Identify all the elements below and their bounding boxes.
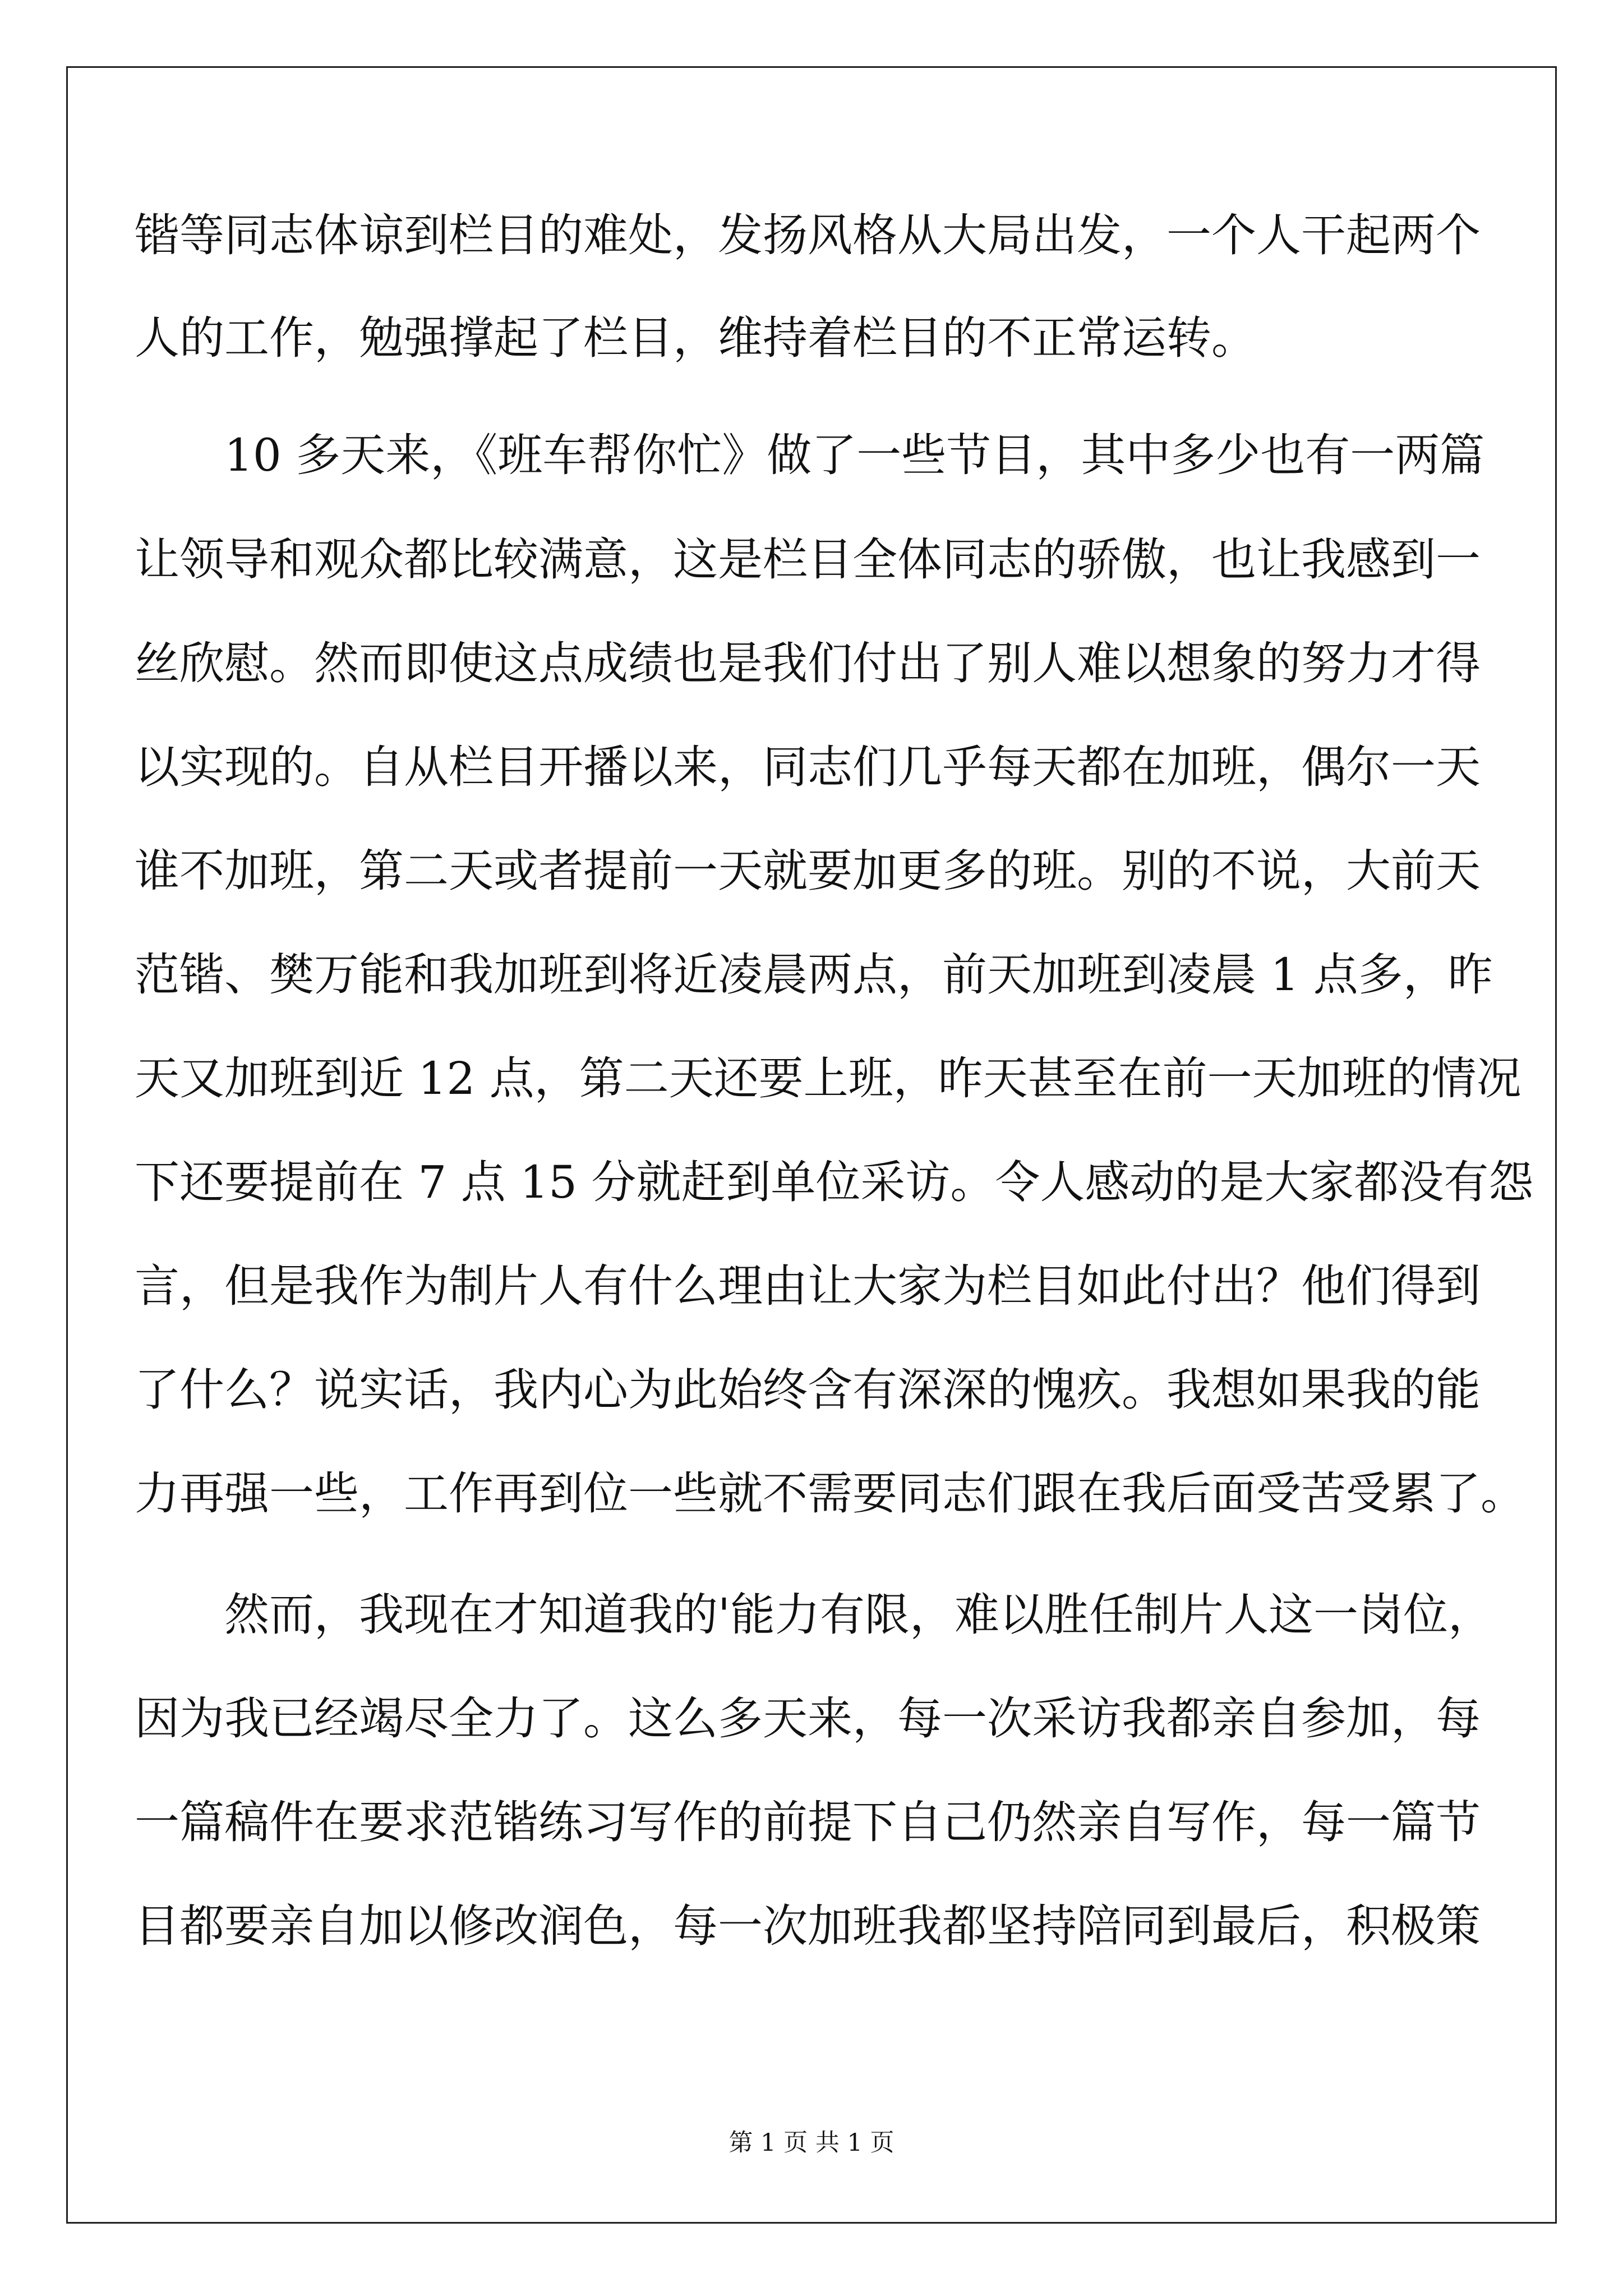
text-line: 一篇稿件在要求范锴练习写作的前提下自己仍然亲自写作，每一篇节 — [135, 1796, 1481, 1848]
text-line: 力再强一些，工作再到位一些就不需要同志们跟在我后面受苦受累了。 — [135, 1467, 1525, 1520]
text-line: 目都要亲自加以修改润色，每一次加班我都坚持陪同到最后，积极策 — [135, 1900, 1481, 1952]
text-line: 人的工作，勉强撑起了栏目，维持着栏目的不正常运转。 — [135, 312, 1256, 364]
text-line: 让领导和观众都比较满意，这是栏目全体同志的骄傲，也让我感到一 — [135, 533, 1481, 586]
text-line: 下还要提前在 7 点 15 分就赶到单位采访。令人感动的是大家都没有怨 — [135, 1156, 1534, 1208]
text-line: 谁不加班，第二天或者提前一天就要加更多的班。别的不说，大前天 — [135, 845, 1481, 897]
text-line: 了什么？说实话，我内心为此始终含有深深的愧疚。我想如果我的能 — [135, 1364, 1481, 1416]
text-line: 丝欣慰。然而即使这点成绩也是我们付出了别人难以想象的努力才得 — [135, 637, 1481, 689]
text-line: 范锴、樊万能和我加班到将近凌晨两点，前天加班到凌晨 1 点多，昨 — [135, 949, 1493, 1001]
page-number-footer: 第 1 页 共 1 页 — [728, 2129, 895, 2157]
paragraph-start-line: 10 多天来，《班车帮你忙》做了一些节目，其中多少也有一两篇 — [224, 429, 1485, 481]
text-line: 言，但是我作为制片人有什么理由让大家为栏目如此付出？他们得到 — [135, 1260, 1481, 1312]
text-line: 因为我已经竭尽全力了。这么多天来，每一次采访我都亲自参加，每 — [135, 1692, 1481, 1745]
paragraph-start-line: 然而，我现在才知道我的'能力有限，难以胜任制片人这一岗位， — [224, 1589, 1493, 1641]
text-line: 锴等同志体谅到栏目的难处，发扬风格从大局出发，一个人干起两个 — [135, 209, 1481, 261]
text-line: 天又加班到近 12 点，第二天还要上班，昨天甚至在前一天加班的情况 — [135, 1052, 1521, 1105]
text-line: 以实现的。自从栏目开播以来，同志们几乎每天都在加班，偶尔一天 — [135, 741, 1481, 793]
